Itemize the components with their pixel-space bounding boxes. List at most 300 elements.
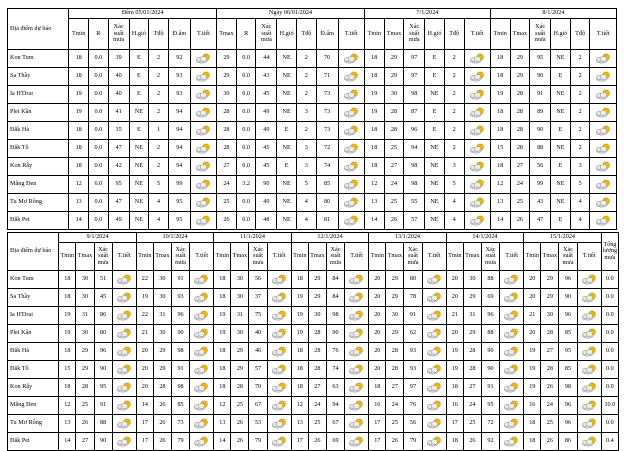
value-cell: 46 xyxy=(249,343,267,361)
table-row xyxy=(8,433,619,451)
cloud-sun-icon xyxy=(465,125,490,136)
cloud-sun-icon xyxy=(268,382,291,393)
value-cell: 19 xyxy=(59,325,76,343)
cloud-sun-icon xyxy=(590,53,616,64)
value-cell: 0.0 xyxy=(236,68,256,86)
value-cell: 18 xyxy=(214,289,231,307)
value-cell: 14 xyxy=(364,212,384,230)
value-cell: 22 xyxy=(136,307,153,325)
value-cell: 28 xyxy=(510,122,530,140)
forecast-table-1 xyxy=(7,8,617,230)
value-cell: 19 xyxy=(446,361,463,379)
value-cell: 19 xyxy=(291,325,308,343)
table-row xyxy=(8,104,617,122)
value-cell: NE xyxy=(129,158,149,176)
value-cell: 31 xyxy=(153,307,171,325)
value-cell: 14 xyxy=(490,212,510,230)
weather-cell xyxy=(590,194,617,212)
value-cell: 18 xyxy=(59,379,76,397)
value-cell: 18 xyxy=(364,158,384,176)
value-cell: NE xyxy=(277,212,297,230)
location-cell: Đăk Tô xyxy=(8,361,59,379)
value-cell: 27 xyxy=(386,379,404,397)
cloud-sun-icon xyxy=(423,400,446,411)
value-cell: 18 xyxy=(59,271,76,289)
value-cell: 18 xyxy=(490,158,510,176)
value-cell: 86 xyxy=(559,433,577,451)
weather-cell xyxy=(267,397,291,415)
weather-cell xyxy=(500,307,524,325)
value-cell: 28 xyxy=(386,361,404,379)
column-header: T.tiết xyxy=(190,19,216,50)
cloud-sun-icon xyxy=(339,215,364,226)
day-header: 14/1/2024 xyxy=(446,233,524,243)
column-header: Xác suất mưa xyxy=(404,19,425,50)
value-cell: 28 xyxy=(217,104,237,122)
value-cell: 40 xyxy=(108,86,129,104)
value-cell: 76 xyxy=(326,343,344,361)
value-cell: 26 xyxy=(541,433,559,451)
location-cell: Măng Đen xyxy=(8,397,59,415)
weather-cell xyxy=(464,68,490,86)
value-cell: 18 xyxy=(364,68,384,86)
cloud-sun-icon xyxy=(465,71,490,82)
column-header: Xác suất mưa xyxy=(326,243,344,271)
value-cell: 1 xyxy=(149,122,169,140)
value-cell: 3 xyxy=(296,104,316,122)
value-cell: 29 xyxy=(217,68,237,86)
value-cell: 19 xyxy=(214,325,231,343)
value-cell: 18 xyxy=(369,379,386,397)
value-cell: 30 xyxy=(231,289,249,307)
value-cell: 24 xyxy=(463,397,481,415)
cloud-sun-icon xyxy=(423,436,446,447)
day-header: 8/1/2024 xyxy=(490,9,616,19)
value-cell: 98 xyxy=(559,379,577,397)
value-cell: 49 xyxy=(108,212,129,230)
column-header: Tmin xyxy=(69,19,89,50)
cloud-sun-icon xyxy=(191,125,216,136)
value-cell: 30 xyxy=(153,271,171,289)
value-cell: 2 xyxy=(570,50,590,68)
value-cell: 18 xyxy=(291,379,308,397)
value-cell: 70 xyxy=(316,50,338,68)
column-header: Xác suất mưa xyxy=(404,243,422,271)
cloud-sun-icon xyxy=(500,346,523,357)
weather-cell xyxy=(190,50,216,68)
weather-cell xyxy=(190,433,214,451)
value-cell: 26 xyxy=(463,433,481,451)
weather-cell xyxy=(267,271,291,289)
value-cell: 3.2 xyxy=(236,176,256,194)
value-cell: 5 xyxy=(570,176,590,194)
value-cell: 99 xyxy=(168,176,190,194)
weather-cell xyxy=(190,289,214,307)
value-cell: 4 xyxy=(570,194,590,212)
value-cell: 5 xyxy=(444,176,464,194)
table-row xyxy=(8,397,619,415)
weather-cell xyxy=(577,379,601,397)
value-cell: 19 xyxy=(214,307,231,325)
table-row xyxy=(8,158,617,176)
column-header: Tmin xyxy=(214,243,231,271)
value-cell: 0.0 xyxy=(89,86,109,104)
value-cell: 97 xyxy=(404,68,425,86)
value-cell: 2 xyxy=(570,68,590,86)
value-cell: 25 xyxy=(308,415,326,433)
value-cell: 78 xyxy=(404,289,422,307)
weather-cell xyxy=(190,122,216,140)
value-cell: 30 xyxy=(231,271,249,289)
total-rain-cell: 0.0 xyxy=(601,379,618,397)
value-cell: 20 xyxy=(446,271,463,289)
value-cell: 26 xyxy=(76,415,94,433)
value-cell: 28 xyxy=(231,379,249,397)
column-header: Xác suất mưa xyxy=(481,243,499,271)
value-cell: 90 xyxy=(256,176,277,194)
value-cell: 29 xyxy=(386,271,404,289)
weather-cell xyxy=(500,433,524,451)
cloud-sun-icon xyxy=(339,53,364,64)
column-header: Đ.ẩm xyxy=(316,19,338,50)
weather-cell xyxy=(190,397,214,415)
value-cell: 2 xyxy=(149,50,169,68)
weather-cell xyxy=(500,397,524,415)
table-row xyxy=(8,343,619,361)
value-cell: 0.0 xyxy=(236,212,256,230)
value-cell: 92 xyxy=(168,50,190,68)
value-cell: 18 xyxy=(446,433,463,451)
value-cell: NE xyxy=(425,86,445,104)
location-cell: Sa Thầy xyxy=(8,289,59,307)
value-cell: 21 xyxy=(136,325,153,343)
cloud-sun-icon xyxy=(465,143,490,154)
column-header: Tđộ xyxy=(296,19,316,50)
column-header: Tmax xyxy=(463,243,481,271)
cloud-sun-icon xyxy=(465,107,490,118)
cloud-sun-icon xyxy=(191,143,216,154)
value-cell: 0.0 xyxy=(236,86,256,104)
value-cell: 22 xyxy=(136,271,153,289)
value-cell: 29 xyxy=(153,361,171,379)
cloud-sun-icon xyxy=(191,107,216,118)
value-cell: 51 xyxy=(94,271,112,289)
value-cell: 4 xyxy=(296,212,316,230)
column-header: Tmin xyxy=(369,243,386,271)
cloud-sun-icon xyxy=(578,364,601,375)
value-cell: 20 xyxy=(524,289,541,307)
value-cell: 16 xyxy=(446,397,463,415)
value-cell: 90 xyxy=(530,122,551,140)
column-header: Xác suất mưa xyxy=(256,19,277,50)
column-header: Tđộ xyxy=(570,19,590,50)
weather-cell xyxy=(190,307,214,325)
column-header: T.tiết xyxy=(267,243,291,271)
value-cell: 56 xyxy=(249,271,267,289)
cloud-sun-icon xyxy=(423,328,446,339)
value-cell: 12 xyxy=(291,397,308,415)
value-cell: 19 xyxy=(364,104,384,122)
cloud-sun-icon xyxy=(590,161,616,172)
weather-cell xyxy=(590,50,617,68)
weather-cell xyxy=(590,212,617,230)
value-cell: 96 xyxy=(171,307,189,325)
weather-cell xyxy=(577,289,601,307)
value-cell: 0.0 xyxy=(236,194,256,212)
header-row-days xyxy=(8,233,619,243)
cloud-sun-icon xyxy=(190,274,213,285)
value-cell: 17 xyxy=(369,415,386,433)
value-cell: 2 xyxy=(444,104,464,122)
value-cell: 28 xyxy=(308,325,326,343)
value-cell: 14 xyxy=(69,212,89,230)
value-cell: 26 xyxy=(153,433,171,451)
location-cell: Plei Kần xyxy=(8,325,59,343)
cloud-sun-icon xyxy=(423,292,446,303)
column-header: R xyxy=(236,19,256,50)
cloud-sun-icon xyxy=(345,436,368,447)
value-cell: 18 xyxy=(291,271,308,289)
value-cell: 21 xyxy=(446,307,463,325)
weather-cell xyxy=(464,50,490,68)
location-cell: Đăk Pet xyxy=(8,433,59,451)
value-cell: 13 xyxy=(59,415,76,433)
column-header: Tmin xyxy=(524,243,541,271)
location-header: Địa điểm dự báo xyxy=(8,9,69,50)
value-cell: 18 xyxy=(524,415,541,433)
cloud-sun-icon xyxy=(268,274,291,285)
cloud-sun-icon xyxy=(268,346,291,357)
cloud-sun-icon xyxy=(339,107,364,118)
value-cell: 30 xyxy=(153,325,171,343)
location-cell: Đăk Hà xyxy=(8,343,59,361)
value-cell: 28 xyxy=(217,140,237,158)
day-header: 15/1/2024 xyxy=(524,233,602,243)
value-cell: 25 xyxy=(386,415,404,433)
value-cell: 88 xyxy=(481,325,499,343)
value-cell: 26 xyxy=(386,433,404,451)
value-cell: 79 xyxy=(404,433,422,451)
value-cell: 98 xyxy=(171,343,189,361)
weather-cell xyxy=(422,433,446,451)
value-cell: 75 xyxy=(249,307,267,325)
total-rain-header: Tổng lượng mưa xyxy=(601,233,618,271)
value-cell: 85 xyxy=(559,361,577,379)
value-cell: 14 xyxy=(214,433,231,451)
value-cell: 91 xyxy=(171,361,189,379)
value-cell: 19 xyxy=(524,343,541,361)
value-cell: 30 xyxy=(76,271,94,289)
value-cell: 31 xyxy=(463,307,481,325)
value-cell: 0.0 xyxy=(89,212,109,230)
value-cell: 2 xyxy=(570,86,590,104)
value-cell: 2 xyxy=(444,68,464,86)
weather-cell xyxy=(500,271,524,289)
value-cell: 5 xyxy=(296,176,316,194)
value-cell: 29 xyxy=(231,343,249,361)
cloud-sun-icon xyxy=(191,161,216,172)
value-cell: 28 xyxy=(386,343,404,361)
value-cell: 18 xyxy=(291,343,308,361)
value-cell: NE xyxy=(129,104,149,122)
value-cell: 56 xyxy=(404,415,422,433)
value-cell: E xyxy=(551,212,571,230)
value-cell: 29 xyxy=(76,343,94,361)
table-row xyxy=(8,212,617,230)
cloud-sun-icon xyxy=(113,328,136,339)
value-cell: 26 xyxy=(510,212,530,230)
value-cell: 12 xyxy=(364,176,384,194)
weather-cell xyxy=(500,361,524,379)
value-cell: 88 xyxy=(481,271,499,289)
value-cell: 97 xyxy=(404,379,422,397)
value-cell: 25 xyxy=(510,194,530,212)
value-cell: 93 xyxy=(171,289,189,307)
weather-cell xyxy=(577,307,601,325)
day-header: Ngày 06/01/2024 xyxy=(217,9,365,19)
value-cell: 95 xyxy=(108,176,129,194)
weather-cell xyxy=(190,86,216,104)
value-cell: 27 xyxy=(308,379,326,397)
value-cell: 0.0 xyxy=(89,122,109,140)
cloud-sun-icon xyxy=(190,292,213,303)
value-cell: 27 xyxy=(217,158,237,176)
value-cell: 12 xyxy=(214,397,231,415)
value-cell: 26 xyxy=(541,379,559,397)
cloud-sun-icon xyxy=(590,143,616,154)
value-cell: 19 xyxy=(69,104,89,122)
value-cell: 18 xyxy=(69,140,89,158)
value-cell: 30 xyxy=(308,307,326,325)
value-cell: 2 xyxy=(570,140,590,158)
value-cell: 20 xyxy=(136,361,153,379)
weather-cell xyxy=(190,194,216,212)
value-cell: 13 xyxy=(69,194,89,212)
cloud-sun-icon xyxy=(465,197,490,208)
value-cell: 90 xyxy=(481,343,499,361)
value-cell: 84 xyxy=(326,289,344,307)
value-cell: 18 xyxy=(364,140,384,158)
value-cell: 18 xyxy=(364,50,384,68)
value-cell: 20 xyxy=(369,307,386,325)
day-header: 9/1/2024 xyxy=(59,233,136,243)
column-header: Tđộ xyxy=(444,19,464,50)
value-cell: 73 xyxy=(316,86,338,104)
value-cell: 15 xyxy=(59,361,76,379)
table-row xyxy=(8,86,617,104)
cloud-sun-icon xyxy=(345,364,368,375)
value-cell: 43 xyxy=(530,194,551,212)
column-header: H.gió xyxy=(277,19,297,50)
value-cell: E xyxy=(129,86,149,104)
total-rain-cell: 0.0 xyxy=(601,307,618,325)
value-cell: 2 xyxy=(570,122,590,140)
value-cell: 28 xyxy=(217,122,237,140)
value-cell: NE xyxy=(425,158,445,176)
total-rain-cell: 0.0 xyxy=(601,271,618,289)
weather-cell xyxy=(464,176,490,194)
value-cell: 73 xyxy=(316,104,338,122)
value-cell: NE xyxy=(551,176,571,194)
value-cell: 45 xyxy=(256,140,277,158)
value-cell: 55 xyxy=(404,194,425,212)
weather-cell xyxy=(267,361,291,379)
value-cell: 30 xyxy=(231,325,249,343)
cloud-sun-icon xyxy=(190,346,213,357)
value-cell: NE xyxy=(551,140,571,158)
total-rain-cell: 0.4 xyxy=(601,433,618,451)
value-cell: 72 xyxy=(316,140,338,158)
cloud-sun-icon xyxy=(268,364,291,375)
value-cell: 25 xyxy=(463,415,481,433)
value-cell: 18 xyxy=(59,343,76,361)
value-cell: 29 xyxy=(541,271,559,289)
value-cell: 2 xyxy=(149,140,169,158)
value-cell: 24 xyxy=(386,397,404,415)
value-cell: 76 xyxy=(404,397,422,415)
value-cell: 39 xyxy=(108,50,129,68)
header-row-columns xyxy=(8,243,619,271)
value-cell: 0.0 xyxy=(236,158,256,176)
value-cell: 25 xyxy=(217,194,237,212)
cloud-sun-icon xyxy=(345,400,368,411)
value-cell: 28 xyxy=(510,140,530,158)
weather-cell xyxy=(190,343,214,361)
weather-cell xyxy=(464,158,490,176)
value-cell: 29 xyxy=(231,361,249,379)
value-cell: 96 xyxy=(559,415,577,433)
weather-cell xyxy=(464,86,490,104)
cloud-sun-icon xyxy=(465,179,490,190)
value-cell: 29 xyxy=(510,68,530,86)
value-cell: 20 xyxy=(524,325,541,343)
value-cell: 45 xyxy=(256,158,277,176)
value-cell: 30 xyxy=(541,307,559,325)
value-cell: 91 xyxy=(530,86,551,104)
value-cell: 85 xyxy=(316,176,338,194)
weather-cell xyxy=(464,194,490,212)
value-cell: 26 xyxy=(308,433,326,451)
value-cell: 28 xyxy=(510,86,530,104)
table-row xyxy=(8,68,617,86)
value-cell: 71 xyxy=(316,68,338,86)
cloud-sun-icon xyxy=(423,346,446,357)
weather-cell xyxy=(345,343,369,361)
weather-cell xyxy=(422,397,446,415)
value-cell: 19 xyxy=(364,86,384,104)
value-cell: 17 xyxy=(446,415,463,433)
value-cell: 19 xyxy=(291,289,308,307)
column-header: H.gió xyxy=(129,19,149,50)
weather-cell xyxy=(422,307,446,325)
total-rain-cell: 0.0 xyxy=(601,325,618,343)
value-cell: 6.0 xyxy=(89,176,109,194)
column-header: Tmin xyxy=(364,19,384,50)
value-cell: 29 xyxy=(308,271,326,289)
cloud-sun-icon xyxy=(578,292,601,303)
value-cell: 0.0 xyxy=(89,158,109,176)
value-cell: 14 xyxy=(59,433,76,451)
header-row-days xyxy=(8,9,617,19)
cloud-sun-icon xyxy=(345,346,368,357)
value-cell: 3 xyxy=(444,158,464,176)
weather-cell xyxy=(338,158,364,176)
column-header: T.tiết xyxy=(190,243,214,271)
day-header: 12/1/2024 xyxy=(291,233,369,243)
value-cell: 90 xyxy=(481,361,499,379)
value-cell: 94 xyxy=(168,122,190,140)
value-cell: NE xyxy=(425,194,445,212)
